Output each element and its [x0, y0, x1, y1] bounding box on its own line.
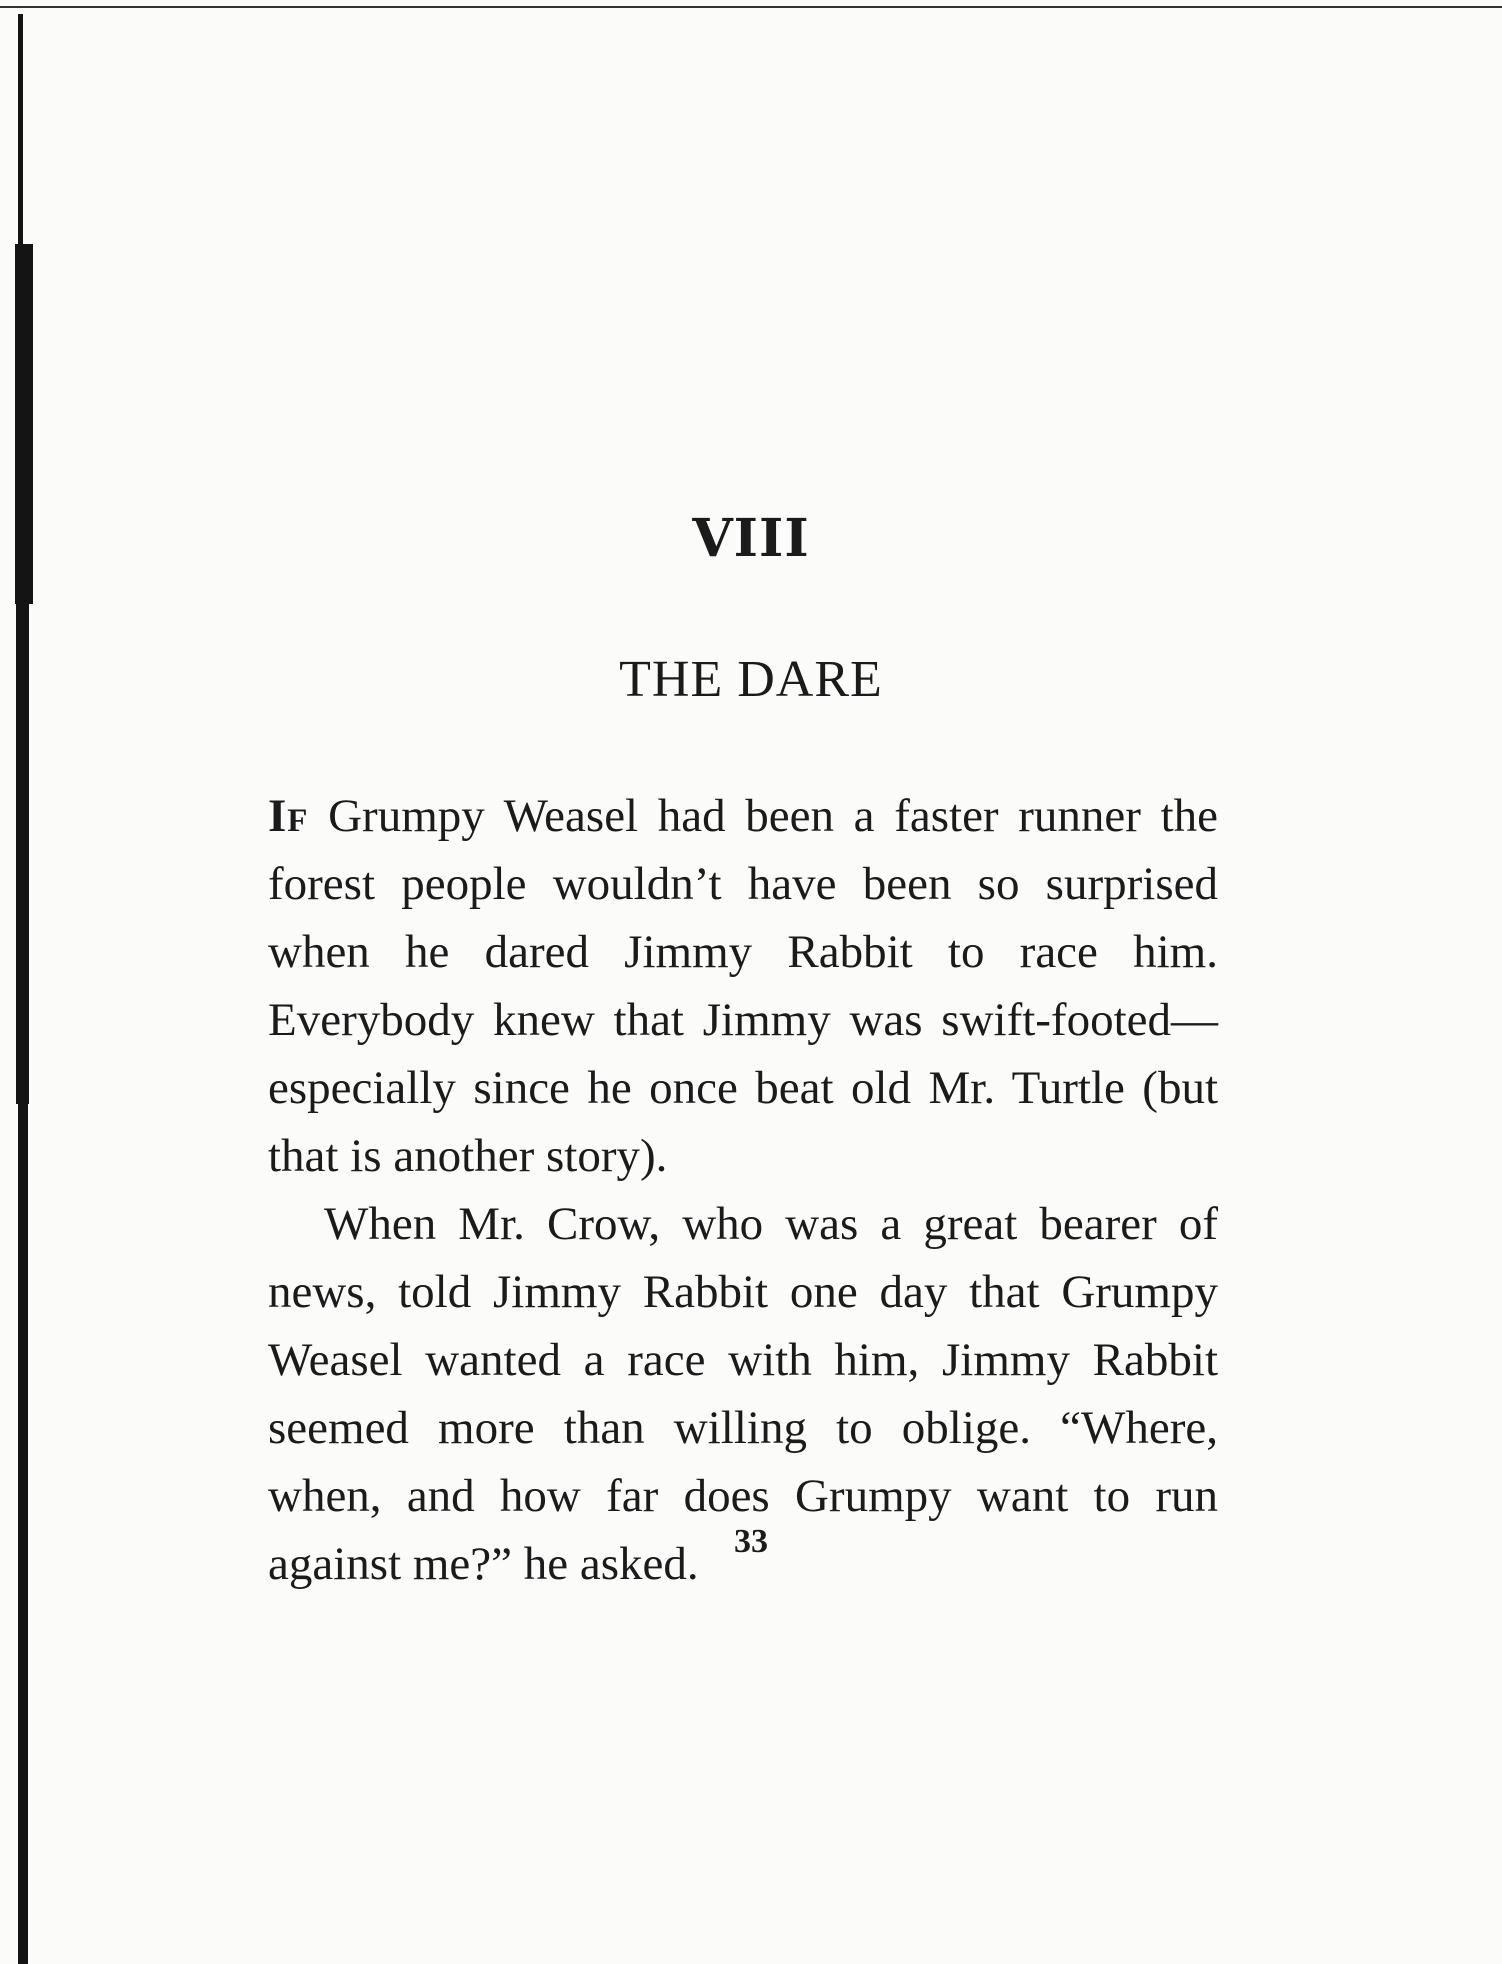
chapter-number: VIII	[692, 508, 810, 569]
top-page-border	[0, 6, 1502, 8]
paragraph-1	[268, 782, 1218, 1190]
opening-word: If	[268, 790, 309, 842]
chapter-title: THE DARE	[619, 651, 883, 708]
page-number: 33	[734, 1523, 768, 1560]
paragraph-2: When Mr. Crow, who was a great bearer of news, told Jimmy Rabbit one day that Grumpy Weasel wanted a race with him, Jimmy Rabbit seemed more than willing to oblige. “Where, when, and how far does Grumpy want to run against me?” he asked.	[268, 1198, 1218, 1590]
book-spine-shadow	[10, 14, 50, 1960]
paragraph-1-text: Grumpy Weasel had been a faster runner the forest people wouldn’t have been so surprised when he dared Jimmy Rabbit to race him. Everybody knew that Jimmy was swift-footed—especially since he once beat old Mr. Turtle (but that is another story).	[268, 790, 1218, 1182]
body-text	[268, 782, 1218, 1598]
